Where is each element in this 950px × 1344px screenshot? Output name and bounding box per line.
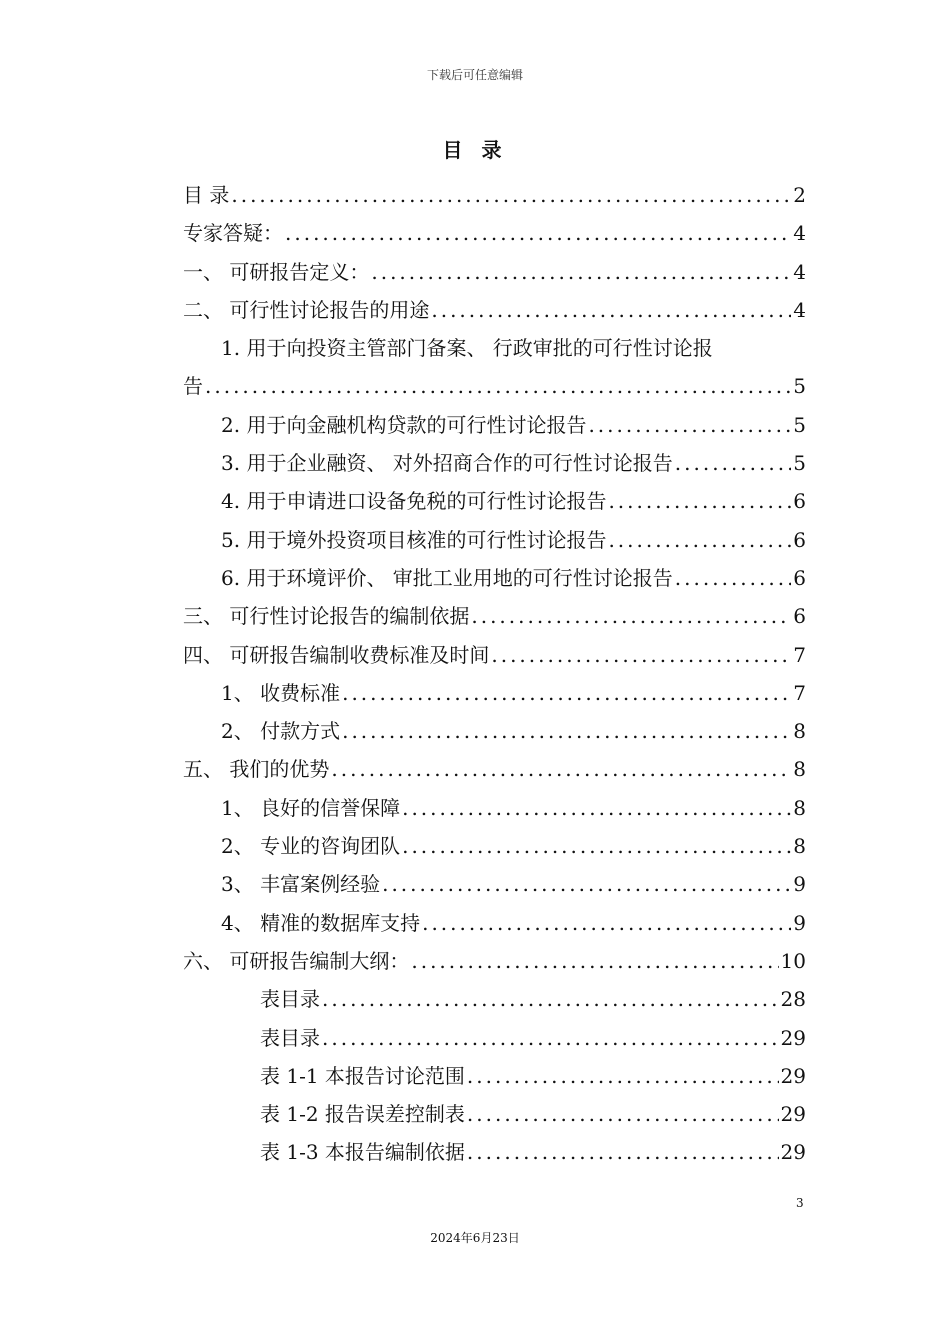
table-of-contents (183, 176, 806, 1172)
toc-dot-leader (285, 214, 791, 252)
toc-entry-page: 8 (793, 834, 806, 859)
page-header: 下载后可任意编辑 (426, 68, 523, 82)
toc-entry[interactable] (183, 253, 806, 291)
toc-entry-label: 三、 可行性讨论报告的编制依据 (183, 604, 470, 629)
toc-entry[interactable] (183, 904, 806, 942)
toc-entry[interactable] (183, 1019, 806, 1057)
footer-date: 2024年6月23日 (430, 1231, 520, 1245)
toc-entry-label: 五、 我们的优势 (183, 757, 330, 782)
toc-entry[interactable] (183, 214, 806, 252)
toc-entry-page: 4 (793, 221, 806, 246)
toc-dot-leader (342, 674, 791, 712)
toc-entry-label: 4、 精准的数据库支持 (221, 910, 421, 935)
toc-dot-leader (608, 521, 791, 559)
toc-entry-label: 2、 专业的咨询团队 (221, 834, 401, 859)
toc-dot-leader (402, 789, 791, 827)
toc-dot-leader (431, 291, 791, 329)
toc-entry-label: 1、 良好的信誉保障 (221, 795, 401, 820)
toc-dot-leader (467, 1095, 779, 1133)
toc-dot-leader (608, 482, 791, 520)
toc-entry-label: 专家答疑： (183, 221, 283, 246)
toc-dot-leader (371, 253, 791, 291)
toc-entry-label: 5. 用于境外投资项目核准的可行性讨论报告 (221, 527, 607, 552)
toc-entry-page: 5 (793, 412, 806, 437)
toc-entry-label: 六、 可研报告编制大纲： (183, 948, 410, 973)
toc-entry-label: 表 1-2 报告误差控制表 (260, 1102, 465, 1127)
toc-entry-page: 29 (780, 1025, 806, 1050)
toc-dot-leader (342, 712, 791, 750)
toc-entry-label: 3. 用于企业融资、 对外招商合作的可行性讨论报告 (221, 451, 673, 476)
toc-dot-leader (675, 559, 791, 597)
toc-entry[interactable] (183, 789, 806, 827)
toc-entry-page: 6 (793, 489, 806, 514)
toc-entry-page: 6 (793, 565, 806, 590)
toc-title: 目 录 (442, 138, 508, 162)
toc-entry[interactable] (183, 559, 806, 597)
toc-entry-label: 目 录 (183, 183, 230, 207)
toc-dot-leader (322, 980, 779, 1018)
toc-entry-page: 8 (793, 795, 806, 820)
toc-entry[interactable] (183, 482, 806, 520)
toc-entry[interactable] (183, 1057, 806, 1095)
toc-dot-leader (331, 750, 791, 788)
toc-dot-leader (322, 1019, 779, 1057)
toc-dot-leader (411, 942, 778, 980)
toc-dot-leader (675, 444, 791, 482)
toc-entry-label: 1、 收费标准 (221, 680, 341, 705)
toc-dot-leader (467, 1133, 779, 1171)
toc-entry-page: 9 (793, 872, 806, 897)
toc-entry-page: 2 (793, 183, 806, 207)
toc-entry[interactable] (183, 521, 806, 559)
toc-entry-page: 5 (793, 374, 806, 399)
toc-entry-label: 一、 可研报告定义： (183, 259, 370, 284)
toc-entry-label: 二、 可行性讨论报告的用途 (183, 297, 430, 322)
toc-dot-leader (422, 904, 791, 942)
toc-entry-page: 28 (780, 987, 806, 1012)
toc-entry-label: 告 (183, 374, 203, 399)
page-number: 3 (796, 1196, 804, 1210)
toc-dot-leader (467, 1057, 779, 1095)
toc-entry[interactable] (183, 1095, 806, 1133)
toc-entry-page: 7 (793, 642, 806, 667)
toc-entry-page: 29 (780, 1063, 806, 1088)
toc-entry-page: 6 (793, 604, 806, 629)
toc-dot-leader (588, 406, 791, 444)
toc-entry-page: 6 (793, 527, 806, 552)
toc-entry-label: 3、 丰富案例经验 (221, 872, 381, 897)
toc-entry[interactable] (183, 636, 806, 674)
toc-entry[interactable] (183, 176, 806, 214)
toc-entry[interactable] (183, 291, 806, 329)
toc-dot-leader (402, 827, 791, 865)
toc-entry[interactable] (183, 329, 806, 367)
toc-entry-page: 10 (780, 948, 806, 973)
toc-entry[interactable] (183, 712, 806, 750)
toc-entry[interactable] (183, 597, 806, 635)
toc-entry[interactable] (183, 406, 806, 444)
toc-entry-page: 4 (793, 297, 806, 322)
toc-dot-leader (205, 367, 791, 405)
toc-entry[interactable] (183, 674, 806, 712)
toc-entry-label: 4. 用于申请进口设备免税的可行性讨论报告 (221, 489, 607, 514)
toc-entry-label: 2、 付款方式 (221, 719, 341, 744)
toc-entry-page: 29 (780, 1102, 806, 1127)
toc-entry-label: 表 1-1 本报告讨论范围 (260, 1063, 465, 1088)
toc-entry-label: 表目录 (260, 987, 320, 1012)
toc-entry-label: 四、 可研报告编制收费标准及时间 (183, 642, 490, 667)
toc-entry-page: 9 (793, 910, 806, 935)
toc-entry[interactable] (183, 444, 806, 482)
toc-entry[interactable] (183, 827, 806, 865)
toc-entry[interactable] (183, 980, 806, 1018)
toc-entry-label: 1. 用于向投资主管部门备案、 行政审批的可行性讨论报 (221, 336, 713, 361)
toc-entry-page: 8 (793, 757, 806, 782)
toc-entry[interactable] (183, 750, 806, 788)
toc-entry-page: 8 (793, 719, 806, 744)
toc-entry-page: 29 (780, 1140, 806, 1165)
toc-entry-label: 6. 用于环境评价、 审批工业用地的可行性讨论报告 (221, 565, 673, 590)
toc-dot-leader (471, 597, 791, 635)
toc-entry-label: 2. 用于向金融机构贷款的可行性讨论报告 (221, 412, 587, 437)
toc-entry[interactable] (183, 1133, 806, 1171)
toc-entry[interactable] (183, 865, 806, 903)
toc-entry[interactable] (183, 942, 806, 980)
toc-entry-page: 4 (793, 259, 806, 284)
toc-dot-leader (382, 865, 791, 903)
toc-dot-leader (231, 176, 791, 214)
toc-entry[interactable] (183, 367, 806, 405)
toc-entry-page: 7 (793, 680, 806, 705)
toc-entry-label: 表 1-3 本报告编制依据 (260, 1140, 465, 1165)
toc-dot-leader (491, 636, 791, 674)
toc-entry-label: 表目录 (260, 1025, 320, 1050)
toc-entry-page: 5 (793, 451, 806, 476)
